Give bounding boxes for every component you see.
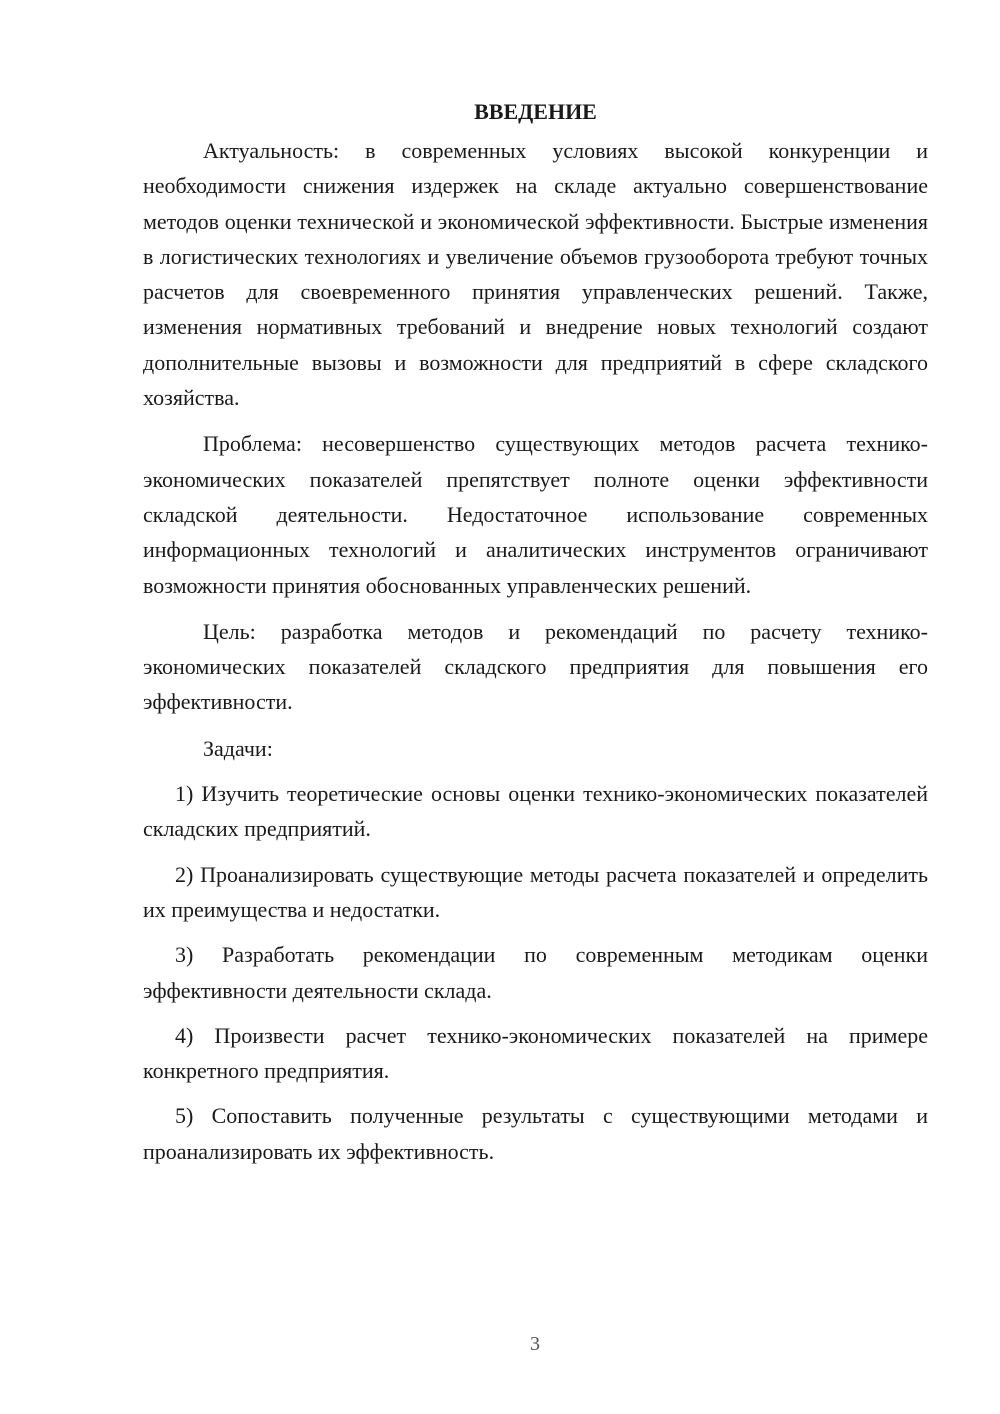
task-item: 3) Разработать рекомендации по современным методикам оценки эффективности деятельности склада. <box>143 942 928 1003</box>
task-item: 5) Сопоставить полученные результаты с существующими методами и проанализировать их эффективность. <box>143 1103 928 1164</box>
paragraph-problem: Проблема: несовершенство существующих методов расчета технико-экономических показателей препятствует полноте оценки эффективности складской деятельности. Недостаточное использование современных информационных технологий и аналитических инструментов ограничивают возможности принятия обоснованных управленческих решений. <box>143 431 928 598</box>
page-number: 3 <box>530 1333 540 1355</box>
document-title: ВВЕДЕНИЕ <box>474 99 597 124</box>
task-item: 2) Проанализировать существующие методы расчета показателей и определить их преимущества и недостатки. <box>143 861 928 922</box>
task-item: 4) Произвести расчет технико-экономических показателей на примере конкретного предприятия. <box>143 1022 928 1084</box>
document-page <box>143 94 928 1179</box>
paragraph-relevance: Актуальность: в современных условиях высокой конкуренции и необходимости снижения издержек на складе актуально совершенствование методов оценки технической и экономической эффективности. Быстрые изменения в логистических технологиях и увеличение объемов грузооборота требуют точных расчетов для своевременного принятия управленческих решений. Также, изменения нормативных требований и внедрение новых технологий создают дополнительные вызовы и возможности для предприятий в сфере складского хозяйства. <box>143 138 928 411</box>
task-item: 1) Изучить теоретические основы оценки технико-экономических показателей складских предприятий. <box>143 781 928 842</box>
paragraph-goal: Цель: разработка методов и рекомендаций по расчету технико-экономических показателей складского предприятия для повышения его эффективности. <box>143 618 928 715</box>
tasks-heading: Задачи: <box>203 735 273 761</box>
